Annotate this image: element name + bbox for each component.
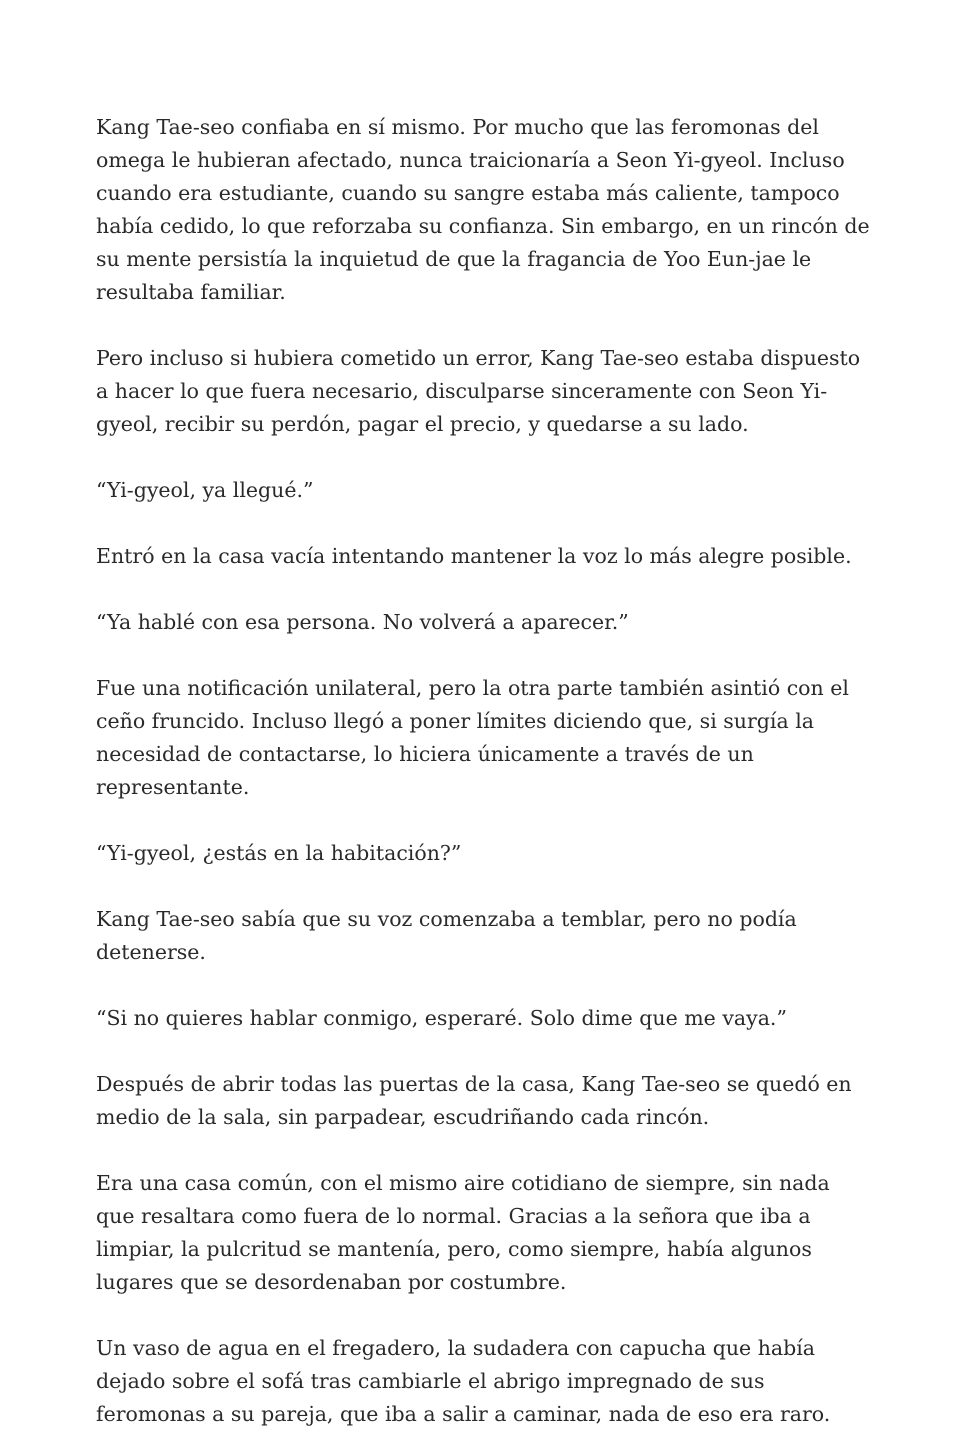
paragraph-9: “Si no quieres hablar conmigo, esperaré. Solo dime que me vaya.” xyxy=(96,1006,787,1030)
body-text xyxy=(96,111,871,1431)
paragraph-8: Kang Tae-seo sabía que su voz comenzaba a temblar, pero no podía detenerse. xyxy=(96,907,797,964)
paragraph-4: Entró en la casa vacía intentando mantener la voz lo más alegre posible. xyxy=(96,544,852,568)
paragraph-12: Un vaso de agua en el fregadero, la sudadera con capucha que había dejado sobre el sofá tras cambiarle el abrigo impregnado de sus feromonas a su pareja, que iba a salir a caminar, nada de eso era raro. xyxy=(96,1336,831,1426)
paragraph-11: Era una casa común, con el mismo aire cotidiano de siempre, sin nada que resaltara como fuera de lo normal. Gracias a la señora que iba a limpiar, la pulcritud se mantenía, pero, como siempre, había algunos lugares que se desordenaban por costumbre. xyxy=(96,1171,830,1294)
paragraph-5: “Ya hablé con esa persona. No volverá a aparecer.” xyxy=(96,610,629,634)
paragraph-10: Después de abrir todas las puertas de la casa, Kang Tae-seo se quedó en medio de la sala, sin parpadear, escudriñando cada rincón. xyxy=(96,1072,852,1129)
paragraph-1: Kang Tae-seo confiaba en sí mismo. Por mucho que las feromonas del omega le hubieran afectado, nunca traicionaría a Seon Yi-gyeol. Incluso cuando era estudiante, cuando su sangre estaba más caliente, tampoco había cedido, lo que reforzaba su confianza. Sin embargo, en un rincón de su mente persistía la inquietud de que la fragancia de Yoo Eun-jae le resultaba familiar. xyxy=(96,115,870,304)
paragraph-7: “Yi-gyeol, ¿estás en la habitación?” xyxy=(96,841,462,865)
paragraph-6: Fue una notificación unilateral, pero la otra parte también asintió con el ceño fruncido. Incluso llegó a poner límites diciendo que, si surgía la necesidad de contactarse, lo hiciera únicamente a través de un representante. xyxy=(96,676,849,799)
paragraph-2: Pero incluso si hubiera cometido un error, Kang Tae-seo estaba dispuesto a hacer lo que fuera necesario, disculparse sinceramente con Seon Yi-gyeol, recibir su perdón, pagar el precio, y quedarse a su lado. xyxy=(96,346,861,436)
paragraph-3: “Yi-gyeol, ya llegué.” xyxy=(96,478,314,502)
